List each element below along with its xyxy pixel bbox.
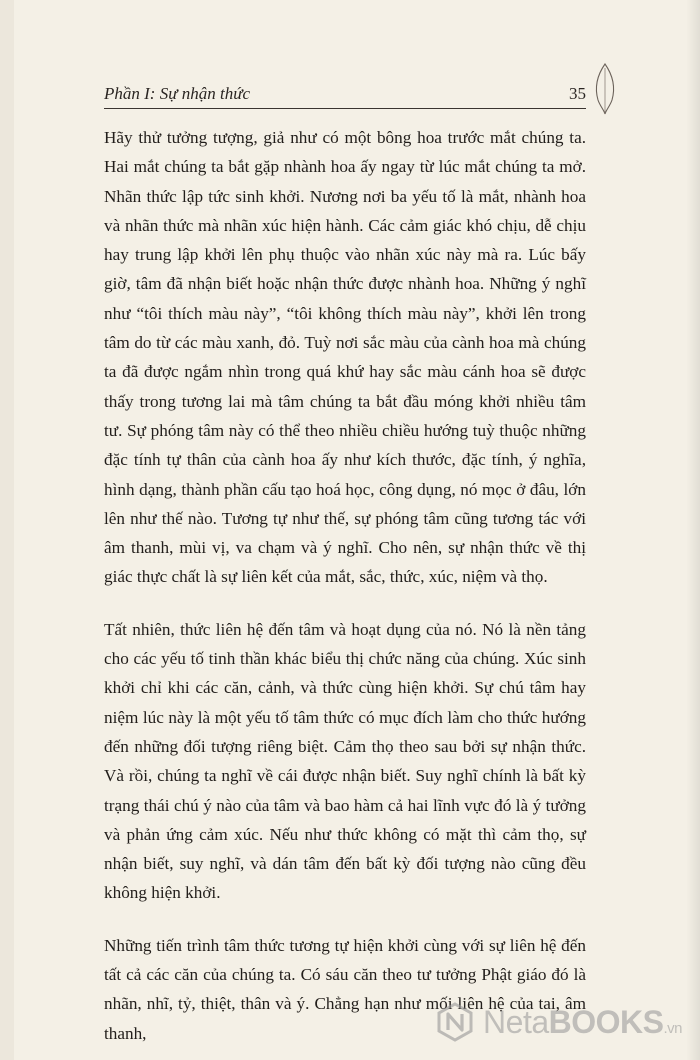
watermark-brand bbox=[483, 1004, 682, 1041]
netabooks-logo-icon bbox=[435, 1002, 475, 1042]
leaf-icon bbox=[588, 60, 622, 116]
paragraph-3: Những tiến trình tâm thức tương tự hiện khởi cùng với sự liên hệ đến tất cả các căn của chúng ta. Có sáu căn theo tư tưởng Phật giáo đó là nhãn, nhĩ, tỷ, thiệt, thân và ý. Chẳng hạn như mối liên hệ của tai, âm thanh, bbox=[104, 935, 586, 1043]
body-text bbox=[104, 123, 586, 1060]
watermark bbox=[435, 1000, 682, 1044]
page-number: 35 bbox=[569, 84, 586, 103]
watermark-brand-suffix: .vn bbox=[663, 1019, 682, 1037]
running-header bbox=[104, 84, 586, 106]
paragraph-2: Tất nhiên, thức liên hệ đến tâm và hoạt dụng của nó. Nó là nền tảng cho các yếu tố tinh thần khác biểu thị chức năng của chúng. Xúc sinh khởi chỉ khi các căn, cảnh, và thức cùng hiện khởi. Sự chú tâm hay niệm lúc này là một yếu tố tâm thức có mục đích làm cho thức hướng đến những đối tượng riêng biệt. Cảm thọ theo sau bởi sự nhận thức. Và rồi, chúng ta nghĩ về cái được nhận biết. Suy nghĩ chính là bất kỳ trạng thái chú ý nào của tâm và bao hàm cả hai lĩnh vực đó là ý tưởng và phản ứng cảm xúc. Nếu như thức không có mặt thì cảm thọ, sự nhận biết, suy nghĩ, và dán tâm đến bất kỳ đối tượng nào cũng đều không hiện khởi. bbox=[104, 619, 586, 903]
running-title: Phần I: Sự nhận thức bbox=[104, 84, 251, 103]
book-page bbox=[14, 0, 700, 1060]
paragraph-1: Hãy thử tưởng tượng, giả như có một bông hoa trước mắt chúng ta. Hai mắt chúng ta bắt gặp nhành hoa ấy ngay từ lúc mắt chúng ta mở. Nhãn thức lập tức sinh khởi. Nương nơi ba yếu tố là mắt, nhành hoa và nhãn thức mà nhãn xúc hiện hành. Các cảm giác khó chịu, dễ chịu hay trung lập khởi lên phụ thuộc vào nhãn xúc này mà ra. Lúc bấy giờ, tâm đã nhận biết hoặc nhận thức được nhành hoa. Những ý nghĩ như “tôi thích màu này”, “tôi không thích màu này”, khởi lên trong tâm do từ các màu xanh, đỏ. Tuỳ nơi sắc màu của cành hoa mà chúng ta đã được ngắm nhìn trong quá khứ hay sắc màu cánh hoa sẽ được thấy trong tương lai mà tâm chúng ta bắt đầu móng khởi nhiều tâm tư. Sự phóng tâm này có thể theo nhiều chiều hướng tuỳ thuộc những đặc tính tự thân của cành hoa ấy như kích thước, đặc tính, ý nghĩa, hình dạng, thành phần cấu tạo hoá học, công dụng, nó mọc ở đâu, lớn lên như thế nào. Tương tự như thế, sự phóng tâm cũng tương tác với âm thanh, mùi vị, va chạm và ý nghĩ. Cho nên, sự nhận thức về thị giác thực chất là sự liên kết của mắt, sắc, thức, xúc, niệm và thọ. bbox=[104, 128, 586, 587]
watermark-brand-part2: BOOKS bbox=[548, 1003, 664, 1040]
watermark-brand-part1: Neta bbox=[483, 1003, 549, 1040]
header-rule bbox=[104, 108, 586, 109]
page-edge-shadow bbox=[686, 0, 700, 1060]
